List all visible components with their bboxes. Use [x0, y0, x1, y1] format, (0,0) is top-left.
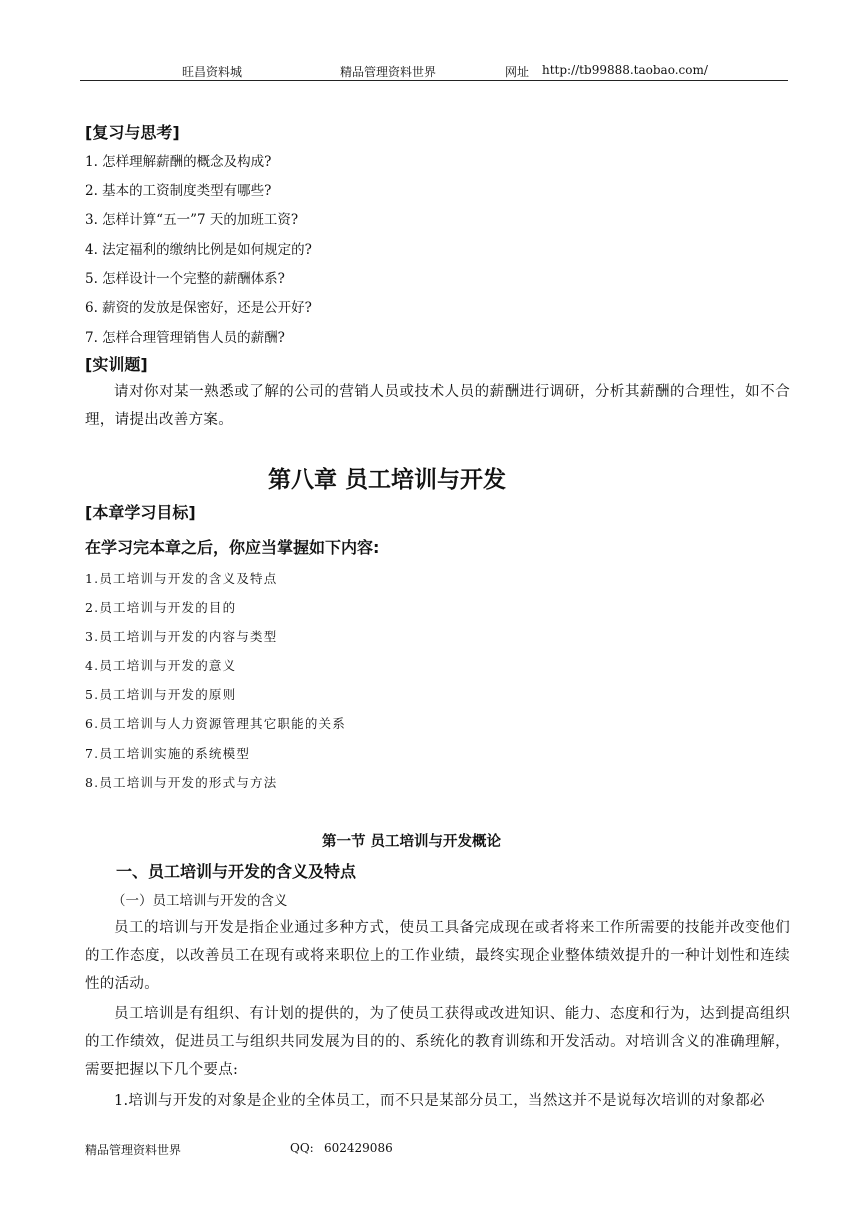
objective-item: 8.员工培训与开发的形式与方法 — [85, 775, 278, 790]
objective-item: 5.员工培训与开发的原则 — [85, 687, 237, 702]
review-question: 4. 法定福利的缴纳比例是如何规定的? — [85, 242, 312, 258]
section-title: 第一节 员工培训与开发概论 — [322, 834, 502, 850]
review-question: 3. 怎样计算“五一”7 天的加班工资? — [85, 212, 299, 228]
review-question: 7. 怎样合理管理销售人员的薪酬? — [85, 330, 285, 346]
objective-item: 4.员工培训与开发的意义 — [85, 658, 237, 673]
practice-heading: [实训题] — [85, 355, 148, 374]
review-question: 6. 薪资的发放是保密好，还是公开好? — [85, 300, 312, 316]
objective-item: 2.员工培训与开发的目的 — [85, 600, 237, 615]
review-question: 2. 基本的工资制度类型有哪些? — [85, 183, 272, 199]
header-center: 精品管理资料世界 — [340, 65, 437, 79]
objectives-heading: [本章学习目标] — [85, 503, 196, 522]
objective-item: 6.员工培训与人力资源管理其它职能的关系 — [85, 716, 346, 731]
body-paragraph: 员工培训是有组织、有计划的提供的，为了使员工获得或改进知识、能力、态度和行为，达到提高组织的工作绩效，促进员工与组织共同发展为目的的、系统化的教育训练和开发活动。对培训含义的准确理解，需要把握以下几个要点: — [85, 1006, 790, 1078]
header-site-label: 网址 — [505, 65, 530, 79]
review-question: 5. 怎样设计一个完整的薪酬体系? — [85, 271, 285, 287]
objective-item: 1.员工培训与开发的含义及特点 — [85, 571, 278, 586]
review-heading: [复习与思考] — [85, 123, 180, 142]
header-rule — [80, 80, 788, 81]
header-url[interactable]: http://tb99888.taobao.com/ — [542, 63, 708, 77]
chapter-title: 第八章 员工培训与开发 — [268, 467, 507, 493]
section-subsubheading: （一）员工培训与开发的含义 — [112, 893, 288, 909]
section-subheading: 一、员工培训与开发的含义及特点 — [116, 862, 357, 881]
objectives-intro: 在学习完本章之后，你应当掌握如下内容: — [85, 538, 380, 557]
practice-text: 请对你对某一熟悉或了解的公司的营销人员或技术人员的薪酬进行调研，分析其薪酬的合理性，如不合理，请提出改善方案。 — [85, 384, 790, 428]
footer-qq: 602429086 — [324, 1141, 393, 1155]
footer-qq-label: QQ: — [290, 1141, 314, 1155]
objective-item: 3.员工培训与开发的内容与类型 — [85, 629, 278, 644]
header-left: 旺昌资料城 — [182, 65, 243, 79]
review-question: 1. 怎样理解薪酬的概念及构成? — [85, 154, 272, 170]
objective-item: 7.员工培训实施的系统模型 — [85, 746, 251, 761]
body-paragraph: 1.培训与开发的对象是企业的全体员工，而不只是某部分员工，当然这并不是说每次培训的对象都必 — [114, 1093, 765, 1109]
footer-left: 精品管理资料世界 — [85, 1143, 182, 1157]
body-paragraph: 员工的培训与开发是指企业通过多种方式，使员工具备完成现在或者将来工作所需要的技能并改变他们的工作态度，以改善员工在现有或将来职位上的工作业绩，最终实现企业整体绩效提升的一种计划性和连续性的活动。 — [85, 920, 790, 992]
